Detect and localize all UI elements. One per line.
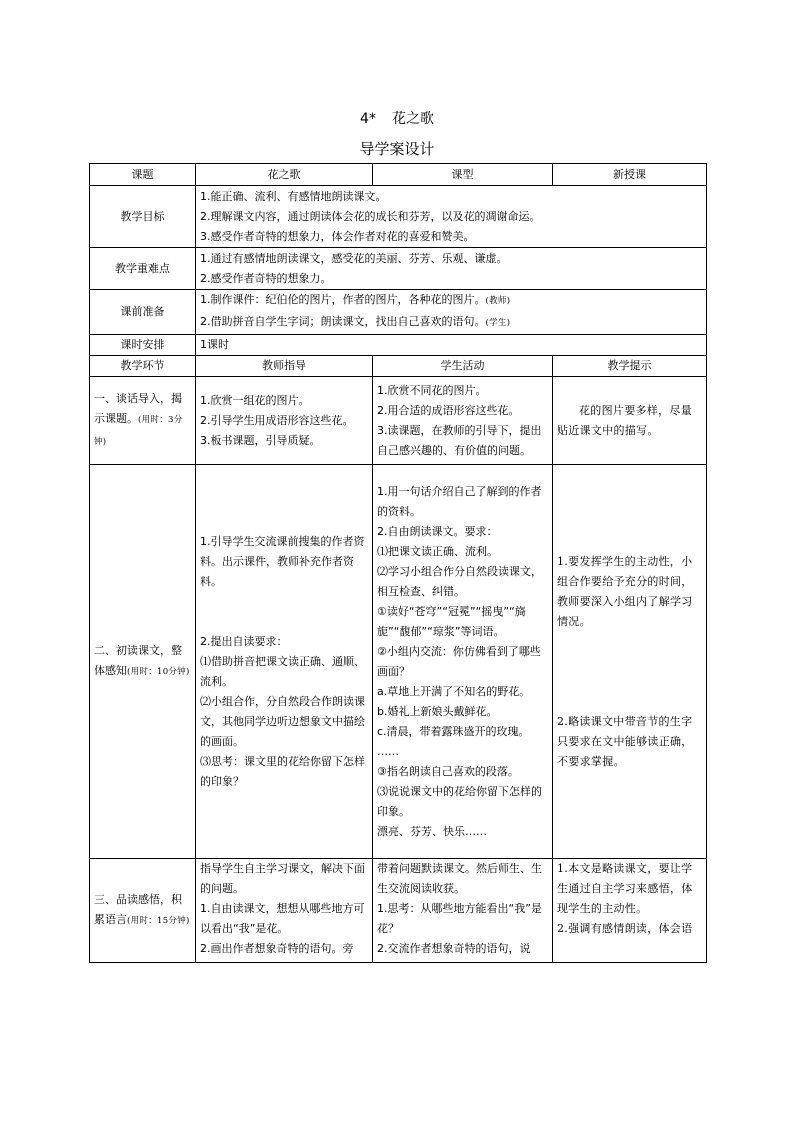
table-row [90, 186, 707, 248]
table-row [90, 290, 707, 335]
student-item: a.草地上开满了不知名的野花。 [377, 684, 531, 698]
stage-title: 二、初读课文，整体感知 [94, 643, 182, 677]
goal-item: 2.理解课文内容，通过朗读体会花的成长和芬芳，以及花的凋谢命运。 [200, 209, 541, 223]
teaching-tip [553, 859, 707, 963]
student-item: ⑶说说课文中的花给你留下怎样的印象。 [377, 784, 542, 818]
column-header: 教学提示 [553, 356, 707, 377]
time-value: 1课时 [196, 335, 707, 356]
goals-cell [196, 186, 707, 248]
teacher-item: 3.板书课题，引导质疑。 [200, 433, 321, 447]
key-points-label: 教学重难点 [90, 248, 196, 290]
time-label: 课时安排 [90, 335, 196, 356]
table-row [90, 465, 707, 859]
stage-name [90, 859, 196, 963]
table-row [90, 377, 707, 465]
stage-time: (用时：15分钟) [127, 915, 190, 926]
type-value: 新授课 [553, 164, 707, 186]
student-item: c.清晨，带着露珠盛开的玫瑰。 [377, 724, 530, 738]
spacer [200, 592, 368, 632]
key-point-item: 1.通过有感情地朗读课文，感受花的美丽、芬芳、乐观、谦虚。 [200, 251, 508, 265]
teaching-tip [553, 465, 707, 859]
teacher-item: 2.提出自读要求： [200, 634, 288, 648]
table-row [90, 335, 707, 356]
table-header-row [90, 356, 707, 377]
tip-item: 花的图片要多样，尽量贴近课文中的描写。 [557, 403, 692, 437]
document-subtitle: 导学案设计 [359, 140, 435, 158]
teacher-guidance [196, 859, 373, 963]
prep-item [200, 290, 702, 312]
teacher-item: 2.引导学生用成语形容这些花。 [200, 413, 354, 427]
stage-title: 一、谈话导入，揭示课题。 [94, 391, 182, 425]
student-item: 1.用一句话介绍自己了解到的作者的资料。 [377, 484, 542, 518]
table-row [90, 248, 707, 290]
column-header: 学生活动 [373, 356, 553, 377]
type-label: 课型 [373, 164, 553, 186]
topic-label: 课题 [90, 164, 196, 186]
prep-note: (学生) [485, 318, 511, 328]
key-points-cell [196, 248, 707, 290]
lesson-title [0, 108, 794, 128]
prep-text: 2.借助拼音自学生字词；朗读课文，找出自己喜欢的语句。 [200, 315, 486, 328]
student-item: 3.读课题，在教师的引导下，提出自己感兴趣的、有价值的问题。 [377, 423, 542, 457]
student-item: 1.欣赏不同花的图片。 [377, 383, 487, 397]
student-item: ⑵学习小组合作分自然段读课文，相互检查、纠错。 [377, 564, 542, 598]
prep-text: 1.制作课件：纪伯伦的图片，作者的图片，各种花的图片。 [200, 293, 486, 306]
student-item: ③指名朗读自己喜欢的段落。 [377, 764, 519, 778]
student-item: ②小组内交流：你仿佛看到了哪些画面？ [377, 644, 541, 678]
student-item: 漂亮、芬芳、快乐…… [377, 824, 487, 838]
student-item: 2.自由朗读课文。要求： [377, 524, 498, 538]
teacher-item: 2.画出作者想象奇特的语句。旁 [200, 942, 354, 955]
student-activity [373, 465, 553, 859]
prep-item [200, 312, 702, 334]
student-item: 2.用合适的成语形容这些花。 [377, 403, 520, 417]
teacher-item: 指导学生自主学习课文，解决下面的问题。 [200, 862, 365, 895]
spacer [557, 632, 702, 672]
table-row [90, 859, 707, 963]
prep-note: (教师) [485, 296, 511, 306]
stage-name [90, 465, 196, 859]
prep-cell [196, 290, 707, 335]
lesson-number: 4* [360, 111, 376, 127]
topic-value: 花之歌 [196, 164, 373, 186]
teacher-item: ⑴借助拼音把课文读正确、通顺、流利。 [200, 654, 365, 688]
student-item: 带着问题默读课文。然后师生、生生交流阅读收获。 [377, 862, 542, 895]
tip-item: 1.要发挥学生的主动性，小组合作要给予充分的时间，教师要深入小组内了解学习情况。 [557, 554, 693, 628]
teaching-tip [553, 377, 707, 465]
teacher-item: 1.欣赏一组花的图片。 [200, 393, 310, 407]
stage-name [90, 377, 196, 465]
column-header: 教学环节 [90, 356, 196, 377]
teacher-item: 1.自由读课文，想想从哪些地方可以看出“我”是花。 [200, 902, 365, 935]
tip-item: 2.略读课文中带音节的生字只要求在文中能够读正确，不要求掌握。 [557, 714, 693, 768]
prep-label: 课前准备 [90, 290, 196, 335]
student-item: b.婚礼上新娘头戴鲜花。 [377, 704, 498, 718]
tip-item: 1.本文是略读课文，要让学生通过自主学习来感悟，体现学生的主动性。 [557, 862, 693, 915]
student-item: ⑴把课文读正确、流利。 [377, 544, 498, 558]
stage-time: (用时：3分钟) [94, 414, 183, 447]
teacher-item: ⑶思考：课文里的花给你留下怎样的印象？ [200, 754, 365, 788]
student-activity [373, 377, 553, 465]
goal-item: 3.感受作者奇特的想象力，体会作者对花的喜爱和赞美。 [200, 229, 475, 243]
tip-item: 2.强调有感情朗读，体会语 [557, 922, 693, 935]
lesson-plan-table [89, 163, 707, 963]
student-item: 1.思考：从哪些地方能看出“我”是花？ [377, 902, 542, 935]
teacher-guidance [196, 377, 373, 465]
goals-label: 教学目标 [90, 186, 196, 248]
teacher-item: 1.引导学生交流课前搜集的作者资料。出示课件，教师补充作者资料。 [200, 534, 365, 588]
lesson-name: 花之歌 [391, 111, 434, 127]
key-point-item: 2.感受作者奇特的想象力。 [200, 271, 332, 285]
student-item: ①读好“苍穹”“冠冕”“摇曳”“旖旎”“馥郁”“琼浆”等词语。 [377, 604, 526, 638]
teacher-item: ⑵小组合作，分自然段合作朗读课文，其他同学边听边想象文中描绘的画面。 [200, 694, 365, 748]
goal-item: 1.能正确、流利、有感情地朗读课文。 [200, 189, 387, 203]
stage-title: 三、品读感悟，积累语言 [94, 892, 182, 926]
teacher-guidance [196, 465, 373, 859]
column-header: 教师指导 [196, 356, 373, 377]
student-activity [373, 859, 553, 963]
stage-time: (用时：10分钟) [127, 666, 190, 677]
student-item: 2.交流作者想象奇特的语句，说 [377, 942, 531, 955]
spacer [557, 672, 702, 712]
table-row [90, 164, 707, 186]
student-item: …… [377, 744, 399, 758]
